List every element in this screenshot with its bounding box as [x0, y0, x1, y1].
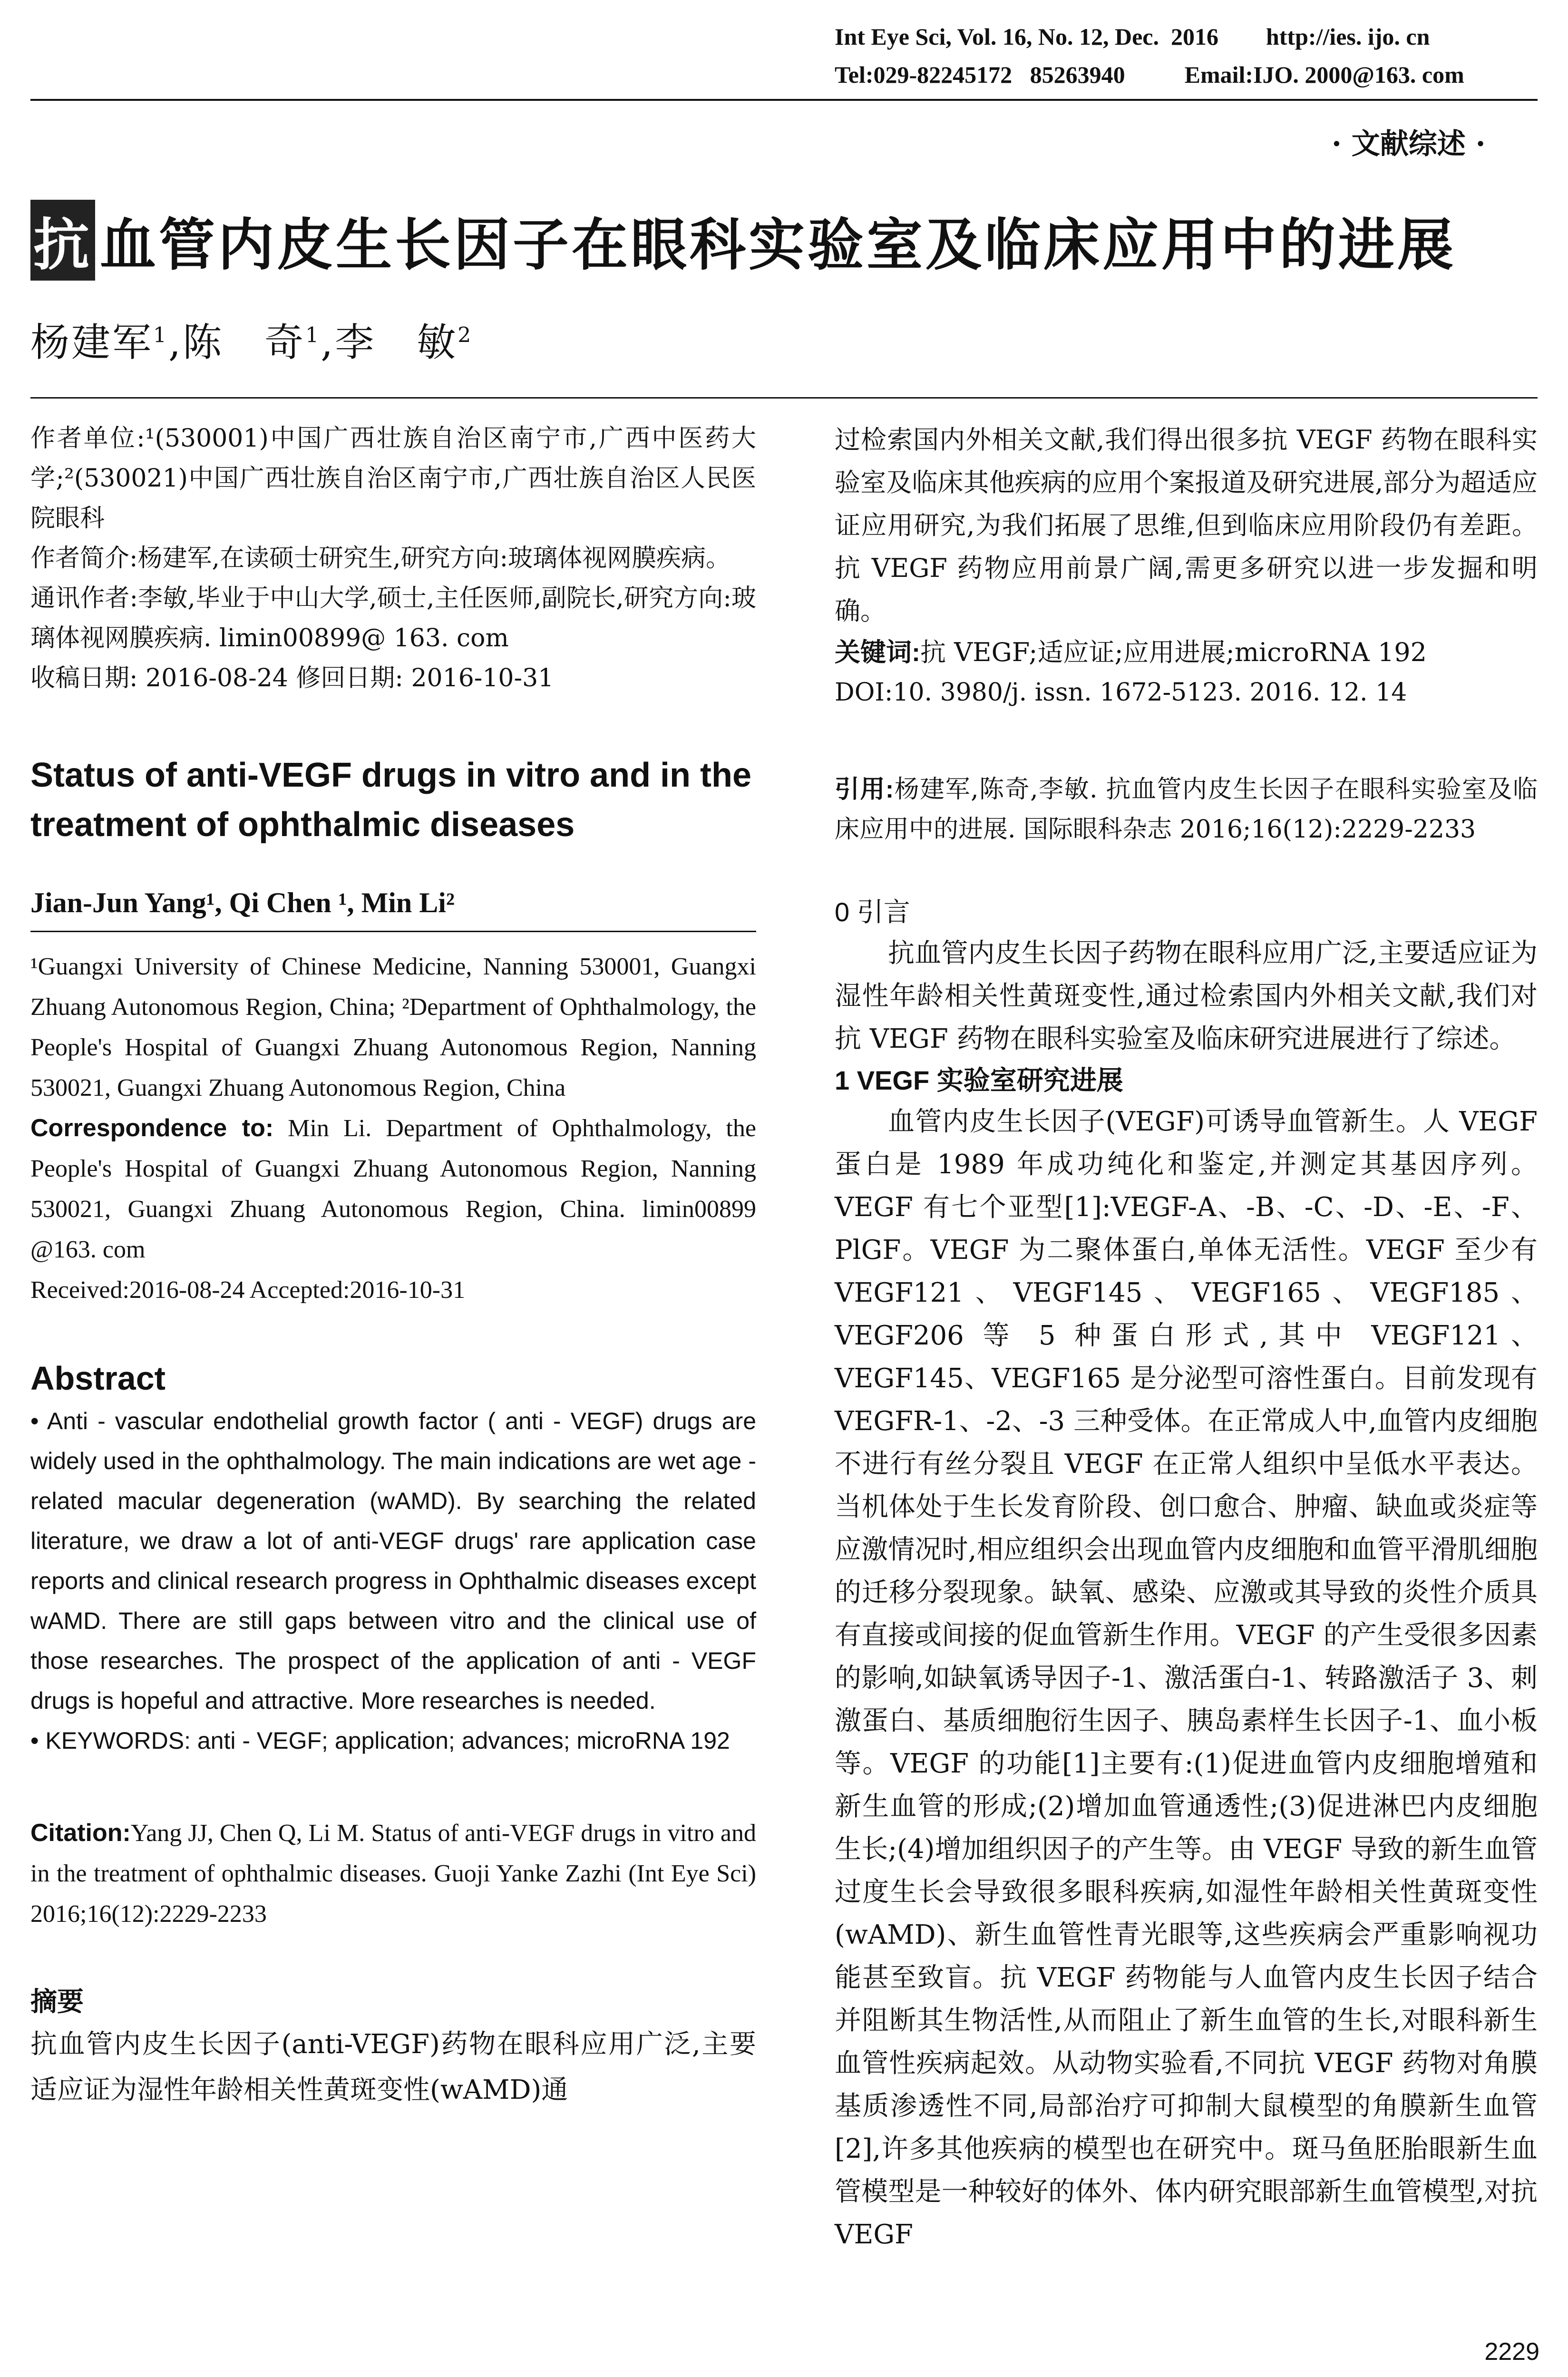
author-name: 李 敏: [335, 320, 458, 365]
en-authors: Jian-Jun Yang¹, Qi Chen ¹, Min Li²: [30, 887, 455, 918]
cn-dates: 收稿日期: 2016-08-24 修回日期: 2016-10-31: [30, 664, 554, 692]
abstract-body: • Anti - vascular endothelial growth factor ( anti - VEGF) drugs are widely used in the ophthalmology. The main indications are wet age - related macular degeneration (wAMD). By searching the related literature, we draw a lot of anti-VEGF drugs' rare application case reports and clinical research progress in Ophthalmic diseases except wAMD. There are still gaps between vitro and the clinical use of those researches. The prospect of the application of anti - VEGF drugs is hopeful and attractive. More researches is needed.: [30, 1408, 756, 1714]
citation-en: [30, 1813, 756, 1934]
section1-heading: 1 VEGF 实验室研究进展: [835, 1065, 1123, 1095]
author-list: 杨建军$^1$,陈 奇$^1$,李 敏$^2$: [30, 320, 473, 365]
journal-header-line2: Tel:029-82245172 85263940 Email:IJO. 2000@163. com: [835, 61, 1464, 88]
author-sup: 2: [458, 323, 473, 348]
cn-bio: 作者简介:杨建军,在读硕士研究生,研究方向:玻璃体视网膜疾病。: [30, 544, 731, 573]
author-sup: 1: [153, 323, 169, 348]
abstract-keywords: • KEYWORDS: anti - VEGF; application; advances; microRNA 192: [30, 1727, 730, 1754]
cn-keywords-label: 关键词:: [835, 638, 920, 667]
page-number: 2229: [1484, 2338, 1539, 2366]
intro-body: 抗血管内皮生长因子药物在眼科应用广泛,主要适应证为湿性年龄相关性黄斑变性,通过检索国内外相关文献,我们对抗 VEGF 药物在眼科实验室及临床研究进展进行了综述。: [835, 938, 1538, 1054]
doi: DOI:10. 3980/j. issn. 1672-5123. 2016. 12. 14: [835, 678, 1407, 707]
cn-abstract-heading: 摘要: [30, 1986, 84, 2017]
cn-keywords: [835, 633, 1538, 672]
citation-cn: [835, 770, 1538, 849]
cn-affiliation: 作者单位:¹(530001)中国广西壮族自治区南宁市,广西中医药大学;²(530021)中国广西壮族自治区南宁市,广西壮族自治区人民医院眼科: [30, 424, 756, 533]
correspondence-text: Min Li. Department of Ophthalmology, the People's Hospital of Guangxi Zhuang Autonomous Region, Nanning 530021, Guangxi Zhuang Autonomous Region, China. limin00899 @163. com: [30, 1115, 756, 1263]
cn-corresponding: 通讯作者:李敏,毕业于中山大学,硕士,主任医师,副院长,研究方向:玻璃体视网膜疾病. limin00899@ 163. com: [30, 584, 756, 653]
header-rule: [30, 99, 1538, 101]
correspondence: [30, 1108, 756, 1270]
abstract-heading: Abstract: [30, 1360, 166, 1397]
author-sup: 1: [305, 323, 321, 348]
correspondence-label: Correspondence to:: [30, 1114, 274, 1142]
left-column: [30, 419, 756, 2113]
journal-header-line1: Int Eye Sci, Vol. 16, No. 12, Dec. 2016 http://ies. ijo. cn: [835, 23, 1430, 50]
cn-keywords-text: 抗 VEGF;适应证;应用进展;microRNA 192: [920, 637, 1427, 667]
title-badge: 抗: [30, 200, 95, 281]
title-rule: [30, 397, 1538, 399]
intro-heading: 0 引言: [835, 897, 910, 927]
title-text: 血管内皮生长因子在眼科实验室及临床应用中的进展: [100, 212, 1457, 278]
section1-body: 血管内皮生长因子(VEGF)可诱导血管新生。人 VEGF 蛋白是 1989 年成功纯化和鉴定,并测定其基因序列。VEGF 有七个亚型[1]:VEGF-A、-B、-C、-D、-E、-F、PlGF。VEGF 为二聚体蛋白,单体无活性。VEGF 至少有 VEGF121、VEGF145、VEGF165、VEGF185、VEGF206 等 5 种蛋白形式,其中 VEGF121、VEGF145、VEGF165 是分泌型可溶性蛋白。目前发现有 VEGFR-1、-2、-3 三种受体。在正常成人中,血管内皮细胞不进行有丝分裂且 VEGF 在正常人组织中呈低水平表达。当机体处于生长发育阶段、创口愈合、肿瘤、缺血或炎症等应激情况时,相应组织会出现血管内皮细胞和血管平滑肌细胞的迁移分裂现象。缺氧、感染、应激或其导致的炎性介质具有直接或间接的促血管新生作用。VEGF 的产生受很多因素的影响,如缺氧诱导因子-1、激活蛋白-1、转路激活子 3、刺激蛋白、基质细胞衍生因子、胰岛素样生长因子-1、血小板等。VEGF 的功能[1]主要有:(1)促进血管内皮细胞增殖和新生血管的形成;(2)增加血管通透性;(3)促进淋巴内皮细胞生长;(4)增加组织因子的产生等。由 VEGF 导致的新生血管过度生长会导致很多眼科疾病,如湿性年龄相关性黄斑变性(wAMD)、新生血管性青光眼等,这些疾病会严重影响视功能甚至致盲。抗 VEGF 药物能与人血管内皮生长因子结合并阻断其生物活性,从而阻止了新生血管的生长,对眼科新生血管性疾病起效。从动物实验看,不同抗 VEGF 药物对角膜基质渗透性不同,局部治疗可抑制大鼠模型的角膜新生血管[2],许多其他疾病的模型也在研究中。斑马鱼胚胎眼新生血管模型是一种较好的体外、体内研究眼部新生血管模型,对抗 VEGF: [835, 1106, 1538, 2250]
author-name: 杨建军: [30, 320, 154, 365]
citation-cn-text: 杨建军,陈奇,李敏. 抗血管内皮生长因子在眼科实验室及临床应用中的进展. 国际眼科杂志 2016;16(12):2229-2233: [835, 775, 1538, 844]
citation-en-label: Citation:: [30, 1819, 131, 1847]
citation-en-text: Yang JJ, Chen Q, Li M. Status of anti-VEGF drugs in vitro and in the treatment of ophthalmic diseases. Guoji Yanke Zazhi (Int Eye Sci) 2016;16(12):2229-2233: [30, 1820, 756, 1928]
section-tag: · 文献综述 ·: [1332, 127, 1486, 161]
right-column: [835, 419, 1538, 2256]
cn-abstract-body-left: 抗血管内皮生长因子(anti-VEGF)药物在眼科应用广泛,主要适应证为湿性年龄相关性黄斑变性(wAMD)通: [30, 2029, 756, 2105]
en-affiliation: ¹Guangxi University of Chinese Medicine, Nanning 530001, Guangxi Zhuang Autonomous Region, China; ²Department of Ophthalmology, the People's Hospital of Guangxi Zhuang Autonomous Region, Nanning 530021, Guangxi Zhuang Autonomous Region, China: [30, 953, 756, 1101]
author-name: 陈 奇: [183, 320, 306, 365]
citation-cn-label: 引用:: [835, 776, 894, 803]
en-dates: Received:2016-08-24 Accepted:2016-10-31: [30, 1276, 466, 1304]
en-title: Status of anti-VEGF drugs in vitro and in the treatment of ophthalmic diseases: [30, 756, 752, 844]
page-title: [30, 200, 1456, 281]
authors-rule: [30, 931, 756, 932]
cn-abstract-body-right: 过检索国内外相关文献,我们得出很多抗 VEGF 药物在眼科实验室及临床其他疾病的应用个案报道及研究进展,部分为超适应证应用研究,为我们拓展了思维,但到临床应用阶段仍有差距。抗 VEGF 药物应用前景广阔,需更多研究以进一步发掘和明确。: [835, 425, 1538, 626]
